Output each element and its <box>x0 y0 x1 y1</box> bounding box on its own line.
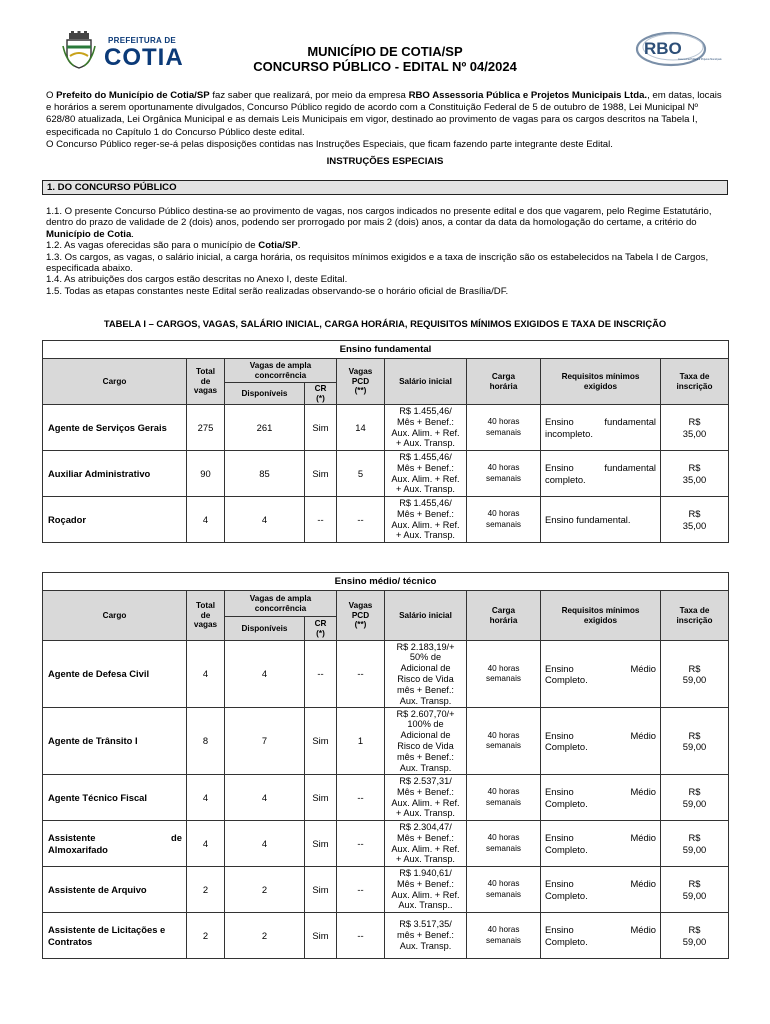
carga-cell <box>467 641 541 708</box>
cr-cell: Sim <box>305 451 337 497</box>
carga-line: 40 horas <box>487 879 520 889</box>
salario-line: Adicional de <box>400 663 451 674</box>
col-label-part: horária <box>489 615 518 625</box>
col-label-part: (*) <box>316 393 325 403</box>
taxa-line: 35,00 <box>682 427 707 439</box>
col-label-part: de <box>200 376 211 386</box>
req-word: Ensino <box>545 878 574 890</box>
salario-line: R$ 1.455,46/ <box>399 497 452 508</box>
cargo-cell <box>43 821 187 867</box>
cargo-cell: Assistente de Arquivo <box>43 867 187 913</box>
cr-cell: Sim <box>305 775 337 821</box>
col-salario: Salário inicial <box>385 359 467 405</box>
col-label-part: inscrição <box>676 381 713 391</box>
col-label-part: concorrência <box>254 370 307 380</box>
col-pcd <box>337 591 385 641</box>
salario-line: Risco de Vida <box>397 741 454 751</box>
salario-line: mês + Benef.: <box>397 930 454 941</box>
taxa-cell <box>661 497 729 543</box>
requisitos-cell <box>541 708 661 775</box>
title-edital: CONCURSO PÚBLICO - EDITAL Nº 04/2024 <box>253 59 517 74</box>
carga-cell <box>467 497 541 543</box>
salario-line: Aux. Transp. <box>399 695 452 706</box>
document-header <box>0 0 770 85</box>
taxa-line: R$ <box>688 832 701 844</box>
table-row <box>43 913 729 959</box>
carga-cell <box>467 405 541 451</box>
req-line: Completo. <box>545 797 588 809</box>
carga-cell <box>467 775 541 821</box>
col-label-part: horária <box>489 381 518 391</box>
salario-line: Aux. Transp.. <box>398 900 453 911</box>
rbo-logo <box>634 30 722 70</box>
col-label-part: PCD <box>351 376 370 386</box>
salario-line: + Aux. Transp. <box>396 530 455 541</box>
intro-empresa: RBO Assessoria Pública e Projetos Municipais Ltda. <box>408 90 648 101</box>
salario-cell <box>385 867 467 913</box>
cr-cell: Sim <box>305 867 337 913</box>
carga-line: 40 horas <box>487 787 520 797</box>
total-cell: 8 <box>187 708 225 775</box>
item-text: . <box>131 228 134 240</box>
salario-line: Risco de Vida <box>397 674 454 684</box>
salario-line: Aux. Transp. <box>399 762 452 773</box>
cargo-cell: Agente Técnico Fiscal <box>43 775 187 821</box>
salario-line: R$ 1.455,46/ <box>399 451 452 462</box>
cargo-cell: Agente de Trânsito I <box>43 708 187 775</box>
taxa-cell <box>661 405 729 451</box>
intro-text-segment: O <box>46 90 57 101</box>
requisitos-cell <box>541 867 661 913</box>
col-cr <box>305 617 337 641</box>
total-cell: 90 <box>187 451 225 497</box>
intro-paragraph-2: O Concurso Público reger-se-á pelas disposições contidas nas Instruções Especiais, que ficam fazendo parte integrante deste Edital. <box>46 138 613 150</box>
carga-cell <box>467 708 541 775</box>
req-word: fundamental <box>604 416 656 428</box>
taxa-line: R$ <box>688 416 701 428</box>
pcd-cell: 1 <box>337 708 385 775</box>
col-label-part: exigidos <box>583 615 618 625</box>
total-cell: 4 <box>187 821 225 867</box>
salario-line: Aux. Alim. + Ref. <box>391 519 460 530</box>
taxa-line: R$ <box>688 924 701 936</box>
requisitos-cell: Ensino fundamental. <box>541 497 661 543</box>
carga-line: 40 horas <box>487 509 520 519</box>
disp-cell: 4 <box>225 497 305 543</box>
salario-line: Aux. Alim. + Ref. <box>391 427 460 438</box>
table-row <box>43 451 729 497</box>
salario-line: Mês + Benef.: <box>397 786 454 797</box>
carga-cell <box>467 821 541 867</box>
rbo-logo-subtext: Assessoria Pública e Projetos Municipais <box>678 58 722 61</box>
req-word: Ensino <box>545 924 574 936</box>
col-label-part: vagas <box>193 620 218 630</box>
salario-line: R$ 2.607,70/+ <box>396 708 455 719</box>
total-cell: 4 <box>187 775 225 821</box>
req-word: Médio <box>630 924 656 936</box>
pcd-cell: 14 <box>337 405 385 451</box>
table-row <box>43 775 729 821</box>
col-label-part: concorrência <box>254 603 307 613</box>
section-1-items <box>46 206 728 297</box>
cargo-line: Almoxarifado <box>48 843 108 855</box>
disp-cell: 4 <box>225 821 305 867</box>
col-label-part: CR <box>314 618 327 628</box>
cargo-line: Contratos <box>48 935 93 947</box>
requisitos-cell <box>541 821 661 867</box>
table-row <box>43 405 729 451</box>
requisitos-cell <box>541 405 661 451</box>
disp-cell: 4 <box>225 775 305 821</box>
col-label-part: Total <box>196 601 215 611</box>
cargo-cell: Auxiliar Administrativo <box>43 451 187 497</box>
req-line: Completo. <box>545 843 588 855</box>
taxa-line: 35,00 <box>682 519 707 531</box>
cargo-cell: Agente de Defesa Civil <box>43 641 187 708</box>
col-label-part: vagas <box>193 386 218 396</box>
carga-line: semanais <box>485 473 522 483</box>
disp-cell: 2 <box>225 867 305 913</box>
col-label-part: Requisitos mínimos <box>561 605 640 615</box>
salario-line: R$ 3.517,35/ <box>399 919 452 930</box>
salario-line: Mês + Benef.: <box>397 832 454 843</box>
req-word: Médio <box>630 729 656 741</box>
col-disponiveis: Disponíveis <box>225 617 305 641</box>
col-salario: Salário inicial <box>385 591 467 641</box>
carga-cell <box>467 913 541 959</box>
salario-cell <box>385 641 467 708</box>
intro-text-segment: , em datas, locais e horários a serem oportunamente divulgados, Concurso Público regido de acordo com a Constituição Federal de 5 de outubro de 1988, Lei Municipal Nº 628/80 atualizada, Lei Orgânica Municipal e as demais Leis Municipais em vigor, destinado ao provimento de vagas para os cargos descritos na Tabela I, especificada no Capítulo 1 do Concurso Público deste edital. <box>46 90 722 138</box>
taxa-line: R$ <box>688 786 701 798</box>
req-word: Médio <box>630 878 656 890</box>
table-row <box>43 641 729 708</box>
instrucoes-heading: INSTRUÇÕES ESPECIAIS <box>326 156 444 167</box>
taxa-cell <box>661 821 729 867</box>
col-label-part: Vagas <box>348 601 373 611</box>
pcd-cell: -- <box>337 775 385 821</box>
req-word: Médio <box>630 786 656 798</box>
total-cell: 2 <box>187 867 225 913</box>
req-word: Médio <box>630 832 656 844</box>
col-label-part: Carga <box>491 605 516 615</box>
salario-line: R$ 1.455,46/ <box>399 405 452 416</box>
col-label-part: Requisitos mínimos <box>561 371 640 381</box>
col-pcd <box>337 359 385 405</box>
salario-line: Aux. Alim. + Ref. <box>391 889 460 900</box>
cr-cell: Sim <box>305 708 337 775</box>
item-text: . <box>297 240 301 252</box>
pcd-cell: -- <box>337 867 385 913</box>
carga-line: 40 horas <box>487 925 520 935</box>
taxa-line: 59,00 <box>682 741 707 752</box>
salario-line: R$ 2.537,31/ <box>399 775 452 786</box>
cargo-cell <box>43 913 187 959</box>
salario-cell <box>385 913 467 959</box>
salario-cell <box>385 451 467 497</box>
title-municipio: MUNICÍPIO DE COTIA/SP <box>307 44 463 59</box>
salario-line: 100% de <box>407 719 444 730</box>
col-ampla <box>225 359 337 383</box>
carga-line: 40 horas <box>487 833 520 843</box>
taxa-line: 59,00 <box>682 843 707 855</box>
col-label-part: (*) <box>316 628 325 638</box>
salario-line: Mês + Benef.: <box>397 462 454 473</box>
table-row <box>43 497 729 543</box>
salario-cell <box>385 708 467 775</box>
intro-text-segment: faz saber que realizará, por meio da empresa <box>209 90 409 101</box>
salario-line: Aux. Alim. + Ref. <box>391 797 460 808</box>
requisitos-cell <box>541 451 661 497</box>
disp-cell: 4 <box>225 641 305 708</box>
total-cell: 2 <box>187 913 225 959</box>
pcd-cell: -- <box>337 641 385 708</box>
salario-line: Aux. Alim. + Ref. <box>391 473 460 484</box>
col-carga <box>467 359 541 405</box>
salario-line: Adicional de <box>400 730 451 741</box>
taxa-line: 59,00 <box>682 797 707 809</box>
pcd-cell: 5 <box>337 451 385 497</box>
table-ensino-medio <box>42 572 729 959</box>
intro-paragraph-1 <box>46 90 726 139</box>
carga-line: 40 horas <box>487 663 520 673</box>
req-word: Ensino <box>545 729 574 741</box>
taxa-cell <box>661 451 729 497</box>
taxa-cell <box>661 775 729 821</box>
total-cell: 275 <box>187 405 225 451</box>
logo-prefeitura-text: PREFEITURA DE <box>108 36 177 45</box>
total-cell: 4 <box>187 497 225 543</box>
taxa-line: 59,00 <box>682 889 707 901</box>
col-label-part: Taxa de <box>679 605 710 615</box>
carga-cell <box>467 451 541 497</box>
col-ampla <box>225 591 337 617</box>
col-label-part: Vagas de ampla <box>249 593 312 603</box>
col-carga <box>467 591 541 641</box>
req-word: Médio <box>630 662 656 674</box>
salario-line: Mês + Benef.: <box>397 508 454 519</box>
col-taxa <box>661 591 729 641</box>
req-word: Ensino <box>545 462 574 474</box>
carga-line: semanais <box>485 674 522 683</box>
salario-line: R$ 2.183,19/+ <box>396 641 455 652</box>
salario-line: mês + Benef.: <box>397 684 454 695</box>
taxa-line: 35,00 <box>682 473 707 485</box>
item-bold-text: Cotia/SP <box>258 240 298 252</box>
intro-text <box>46 90 726 151</box>
salario-line: Mês + Benef.: <box>397 416 454 427</box>
salario-cell <box>385 821 467 867</box>
item-text: 1.1. O presente Concurso Público destina-se ao provimento de vagas, nos cargos indicados no presente edital e dos que vagarem, pelo Regime Estatutário, dentro do prazo de validade de 2 (dois) anos, podendo ser prorrogado por mais 2 (dois) anos, a contar da data da homologação do certame, a critério do <box>46 206 712 229</box>
rbo-logo-text: RBO <box>644 39 682 58</box>
disp-cell: 85 <box>225 451 305 497</box>
col-requisitos <box>541 359 661 405</box>
band-title: Ensino fundamental <box>43 341 729 359</box>
taxa-line: R$ <box>688 508 701 520</box>
req-word: Ensino <box>545 662 574 674</box>
pcd-cell: -- <box>337 497 385 543</box>
col-total <box>187 359 225 405</box>
col-label-part: (**) <box>354 386 367 396</box>
cargo-word: Assistente <box>48 832 96 844</box>
disp-cell: 2 <box>225 913 305 959</box>
rbo-logo-icon <box>634 30 722 70</box>
section-heading-1: 1. DO CONCURSO PÚBLICO <box>42 180 728 195</box>
taxa-line: R$ <box>688 878 701 890</box>
carga-line: semanais <box>485 519 522 529</box>
req-line: Completo. <box>545 935 588 947</box>
col-label-part: exigidos <box>583 381 618 391</box>
total-cell: 4 <box>187 641 225 708</box>
col-label-part: CR <box>314 383 327 393</box>
salario-line: 50% de <box>409 652 442 663</box>
cargo-word: de <box>171 832 182 844</box>
intro-prefeito: Prefeito do Município de Cotia/SP <box>56 90 210 101</box>
col-label-part: Total <box>196 367 215 377</box>
taxa-line: 59,00 <box>682 935 707 947</box>
item-1-2 <box>46 240 728 251</box>
salario-cell <box>385 405 467 451</box>
cargo-line: Assistente de Licitações e <box>48 924 166 936</box>
table-row <box>43 708 729 775</box>
col-taxa <box>661 359 729 405</box>
carga-line: semanais <box>485 889 522 899</box>
item-bold-text: Município de Cotia <box>46 228 132 240</box>
cr-cell: -- <box>305 641 337 708</box>
salario-line: mês + Benef.: <box>397 751 454 762</box>
taxa-line: R$ <box>688 662 701 674</box>
item-1-3: 1.3. Os cargos, as vagas, o salário inicial, a carga horária, os requisitos mínimos exigidos e a taxa de inscrição são os estabelecidos na Tabela I de Cargos, especificada abaixo. <box>46 251 709 275</box>
salario-cell <box>385 775 467 821</box>
salario-line: + Aux. Transp. <box>396 854 455 865</box>
table-row <box>43 867 729 913</box>
disp-cell: 7 <box>225 708 305 775</box>
item-1-1 <box>46 206 728 240</box>
item-1-5: 1.5. Todas as etapas constantes neste Edital serão realizadas observando-se o horário oficial de Brasília/DF. <box>46 285 509 297</box>
carga-line: semanais <box>485 935 522 945</box>
req-word: Ensino <box>545 786 574 798</box>
taxa-line: R$ <box>688 462 701 474</box>
disp-cell: 261 <box>225 405 305 451</box>
req-word: Ensino <box>545 832 574 844</box>
req-line: completo. <box>545 473 586 485</box>
req-word: Ensino <box>545 416 574 428</box>
col-total <box>187 591 225 641</box>
req-line: incompleto. <box>545 427 593 439</box>
pcd-cell: -- <box>337 821 385 867</box>
taxa-cell <box>661 913 729 959</box>
taxa-line: R$ <box>688 729 701 741</box>
col-cr <box>305 383 337 405</box>
carga-line: semanais <box>485 797 522 807</box>
cr-cell: Sim <box>305 821 337 867</box>
taxa-line: 59,00 <box>682 674 707 685</box>
req-line: Completo. <box>545 889 588 901</box>
pcd-cell: -- <box>337 913 385 959</box>
salario-line: R$ 1.940,61/ <box>399 867 452 878</box>
carga-line: semanais <box>485 843 522 853</box>
col-label-part: Vagas de ampla <box>249 360 312 370</box>
tabela-i-title: TABELA I – CARGOS, VAGAS, SALÁRIO INICIAL, CARGA HORÁRIA, REQUISITOS MÍNIMOS EXIGIDOS E TAXA DE INSCRIÇÃO <box>103 318 667 329</box>
carga-line: semanais <box>485 427 522 437</box>
col-label-part: Carga <box>491 371 516 381</box>
logo-cotia-text: COTIA <box>104 44 184 71</box>
salario-line: + Aux. Transp. <box>396 438 455 449</box>
carga-line: 40 horas <box>487 463 520 473</box>
carga-cell <box>467 867 541 913</box>
col-cargo: Cargo <box>43 591 187 641</box>
cr-cell: Sim <box>305 405 337 451</box>
taxa-cell <box>661 867 729 913</box>
cr-cell: -- <box>305 497 337 543</box>
col-label-part: de <box>200 610 211 620</box>
col-requisitos <box>541 591 661 641</box>
salario-line: Aux. Transp. <box>399 940 452 951</box>
band-title: Ensino médio/ técnico <box>43 573 729 591</box>
item-text: 1.2. As vagas oferecidas são para o município de <box>46 240 259 252</box>
salario-line: Mês + Benef.: <box>397 878 454 889</box>
carga-line: 40 horas <box>487 730 520 740</box>
col-disponiveis: Disponíveis <box>225 383 305 405</box>
taxa-cell <box>661 708 729 775</box>
requisitos-cell <box>541 913 661 959</box>
cargo-cell: Roçador <box>43 497 187 543</box>
col-label-part: Vagas <box>348 367 373 377</box>
col-label-part: (**) <box>354 620 367 630</box>
col-label-part: Taxa de <box>679 371 710 381</box>
requisitos-cell <box>541 775 661 821</box>
table-ensino-fundamental <box>42 340 729 543</box>
salario-cell <box>385 497 467 543</box>
carga-line: semanais <box>485 741 522 750</box>
cargo-cell: Agente de Serviços Gerais <box>43 405 187 451</box>
requisitos-cell <box>541 641 661 708</box>
table-row <box>43 821 729 867</box>
salario-line: + Aux. Transp. <box>396 484 455 495</box>
req-word: fundamental <box>604 462 656 474</box>
req-line: Completo. <box>545 741 588 752</box>
taxa-cell <box>661 641 729 708</box>
carga-line: 40 horas <box>487 417 520 427</box>
cr-cell: Sim <box>305 913 337 959</box>
salario-line: R$ 2.304,47/ <box>399 821 452 832</box>
col-label-part: PCD <box>351 610 370 620</box>
col-cargo: Cargo <box>43 359 187 405</box>
item-1-4: 1.4. As atribuições dos cargos estão descritas no Anexo I, deste Edital. <box>46 274 348 286</box>
col-label-part: inscrição <box>676 615 713 625</box>
salario-line: + Aux. Transp. <box>396 808 455 819</box>
salario-line: Aux. Alim. + Ref. <box>391 843 460 854</box>
req-line: Completo. <box>545 674 588 685</box>
